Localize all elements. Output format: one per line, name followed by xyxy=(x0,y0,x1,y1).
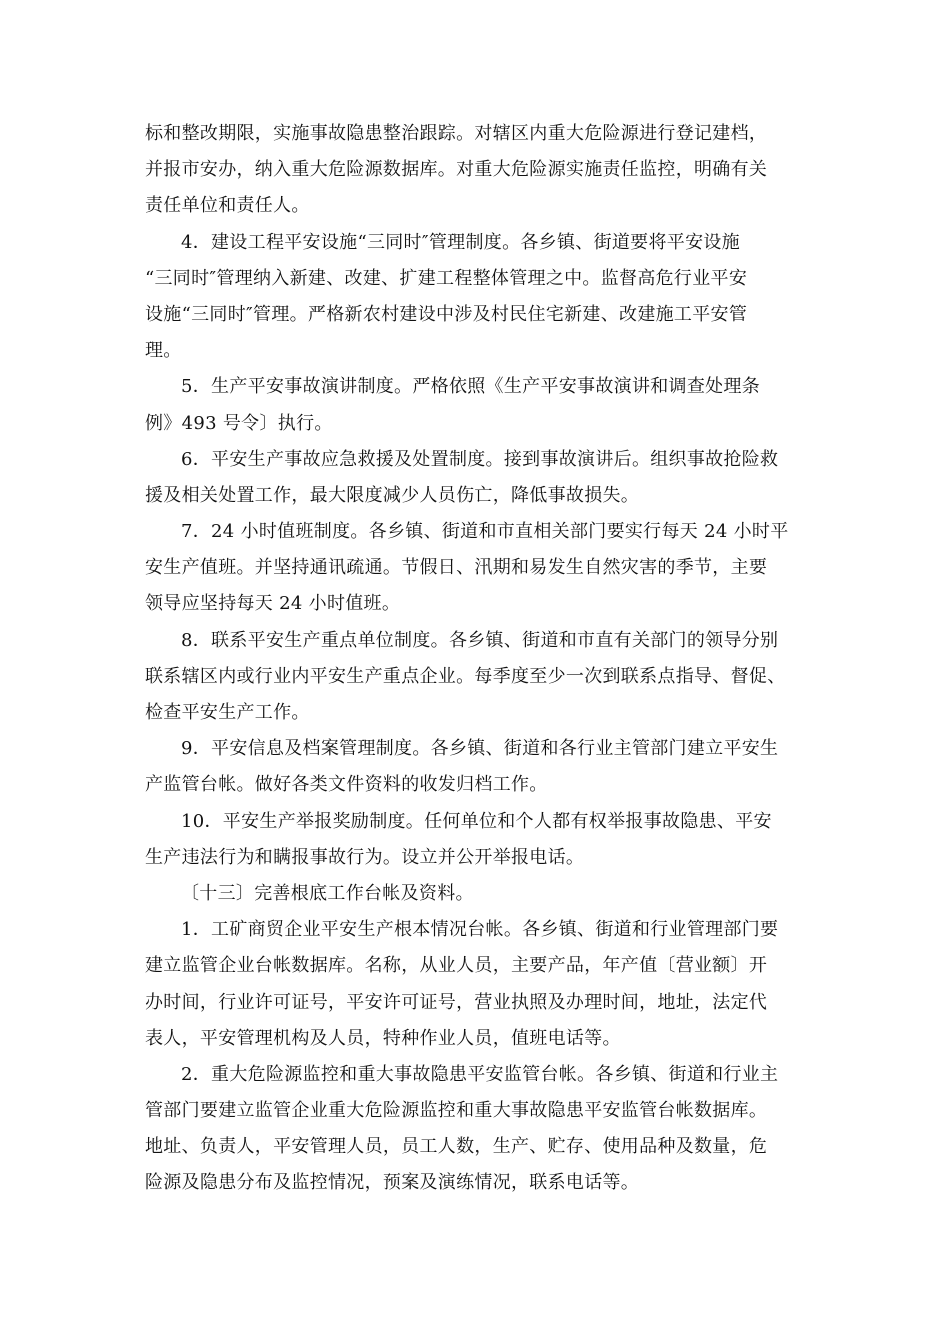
text-line: 地址、负责人，平安管理人员，员工人数，生产、贮存、使用品种及数量，危 xyxy=(145,1136,768,1158)
text-line: 标和整改期限，实施事故隐患整治跟踪。对辖区内重大危险源进行登记建档， xyxy=(145,123,768,144)
text-line: 1．工矿商贸企业平安生产根本情况台帐。各乡镇、街道和行业管理部门要 xyxy=(181,919,779,941)
text-line: 并报市安办，纳入重大危险源数据库。对重大危险源实施责任监控，明确有关 xyxy=(145,159,768,181)
text-line: 管部门要建立监管企业重大危险源监控和重大事故隐患平安监管台帐数据库。 xyxy=(145,1100,768,1122)
text-line: 领导应坚持每天 24 小时值班。 xyxy=(145,593,401,615)
text-line: 8．联系平安生产重点单位制度。各乡镇、街道和市直有关部门的领导分别 xyxy=(181,629,779,651)
text-line: 2．重大危险源监控和重大事故隐患平安监管台帐。各乡镇、街道和行业主 xyxy=(181,1063,779,1085)
text-line: 生产违法行为和瞒报事故行为。设立并公开举报电话。 xyxy=(145,846,585,868)
text-line: 理。 xyxy=(145,340,182,362)
text-line: 5．生产平安事故演讲制度。严格依照《生产平安事故演讲和调查处理条 xyxy=(181,376,761,398)
text-line: 援及相关处置工作，最大限度减少人员伤亡，降低事故损失。 xyxy=(145,484,640,506)
document-body xyxy=(145,116,810,1202)
text-line: 检查平安生产工作。 xyxy=(145,702,310,723)
text-line: “三同时″管理纳入新建、改建、扩建工程整体管理之中。监督高危行业平安 xyxy=(145,267,748,289)
text-line: 设施“三同时″管理。严格新农村建设中涉及村民住宅新建、改建施工平安管 xyxy=(145,303,748,325)
text-line: 〔十三〕完善根底工作台帐及资料。 xyxy=(181,882,474,904)
text-line: 例》493 号令〕执行。 xyxy=(145,412,333,434)
text-line: 联系辖区内或行业内平安生产重点企业。每季度至少一次到联系点指导、督促、 xyxy=(145,665,786,687)
text-line: 建立监管企业台帐数据库。名称，从业人员，主要产品，年产值〔营业额〕开 xyxy=(145,955,768,977)
text-line: 险源及隐患分布及监控情况，预案及演练情况，联系电话等。 xyxy=(145,1172,640,1194)
text-line: 表人，平安管理机构及人员，特种作业人员，值班电话等。 xyxy=(145,1027,621,1049)
text-line: 7．24 小时值班制度。各乡镇、街道和市直相关部门要实行每天 24 小时平 xyxy=(181,521,789,543)
text-line: 办时间，行业许可证号，平安许可证号，营业执照及办理时间，地址，法定代 xyxy=(145,991,768,1013)
text-line: 6．平安生产事故应急救援及处置制度。接到事故演讲后。组织事故抢险救 xyxy=(181,448,779,470)
text-line: 责任单位和责任人。 xyxy=(145,195,310,217)
text-line: 安生产值班。并坚持通讯疏通。节假日、汛期和易发生自然灾害的季节，主要 xyxy=(145,557,768,579)
text-line: 9．平安信息及档案管理制度。各乡镇、街道和各行业主管部门建立平安生 xyxy=(181,738,779,760)
text-line: 产监管台帐。做好各类文件资料的收发归档工作。 xyxy=(145,774,548,796)
text-line: 10．平安生产举报奖励制度。任何单位和个人都有权举报事故隐患、平安 xyxy=(181,810,772,832)
text-line: 4．建设工程平安设施“三同时″管理制度。各乡镇、街道要将平安设施 xyxy=(181,231,740,253)
